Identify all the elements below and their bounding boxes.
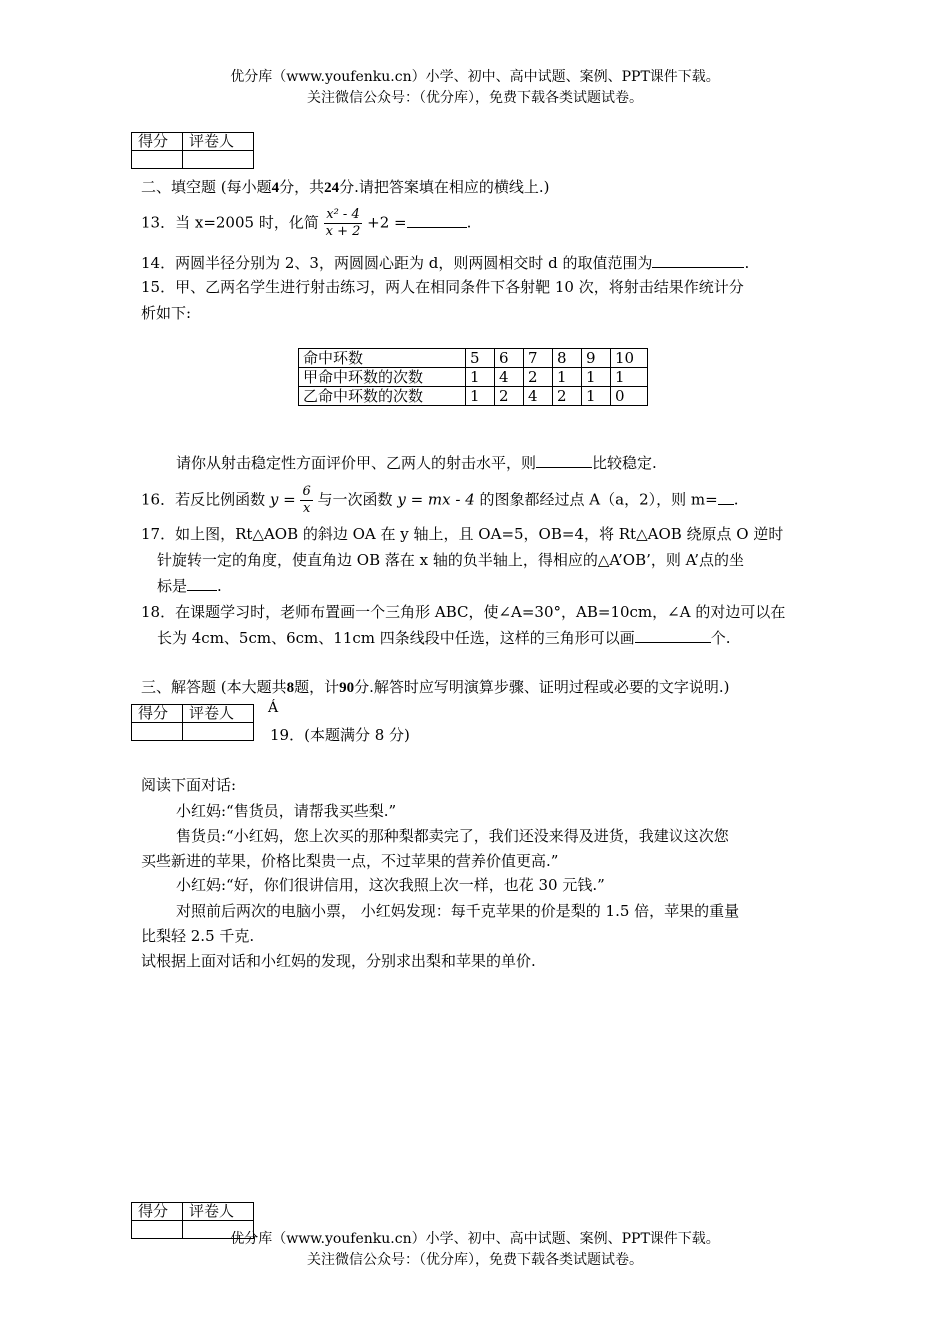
grader-label: 评卷人 [183,133,254,151]
fraction: $\frac{6}{x}$ [302,484,311,516]
question-16: 16．若反比例函数 y = $\frac{6}{x}$ 与一次函数 y = mx - 4 的图象都经过点 A（a，2），则 m= . [141,484,739,516]
footer-line-1: 优分库（www.youfenku.cn）小学、初中、高中试题、案例、PPT课件下载。 [230,1231,720,1247]
answer-blank-14[interactable] [652,253,744,268]
score-label: 得分 [132,1203,183,1221]
question-17-line-3: 标是 . [157,577,222,595]
answer-blank-15[interactable] [536,453,592,468]
footer-line-2: 关注微信公众号：（优分库），免费下载各类试题试卷。 [307,1252,643,1268]
grader-cell[interactable] [183,723,254,741]
question-19-title: 19．(本题满分 8 分) [270,726,410,744]
header-line-1: 优分库（www.youfenku.cn）小学、初中、高中试题、案例、PPT课件下载。 [230,69,720,85]
score-label: 得分 [132,705,183,723]
table-row: 甲命中环数的次数 1 4 2 1 1 1 [299,368,648,387]
question-19-intro: 阅读下面对话: [141,776,237,794]
grader-cell[interactable] [183,151,254,169]
header-line-2: 关注微信公众号：（优分库），免费下载各类试题试卷。 [307,90,643,106]
question-18-line-1: 18．在课题学习时，老师布置画一个三角形 ABC，使∠A=30°，AB=10cm，∠A 的对边可以在 [141,603,786,621]
dialogue-line: 买些新进的苹果，价格比梨贵一点，不过苹果的营养价值更高.” [141,852,559,870]
question-17-line-1: 17．如上图，Rt△AOB 的斜边 OA 在 y 轴上，且 OA=5，OB=4，将 Rt△AOB 绕原点 O 逆时 [141,525,784,543]
dialogue-line: 小红妈:“售货员，请帮我买些梨.” [176,802,397,820]
score-box [131,704,254,741]
answer-blank-18[interactable] [635,628,711,643]
dialogue-line: 比梨轻 2.5 千克. [141,927,255,945]
table-row: 乙命中环数的次数 1 2 4 2 1 0 [299,387,648,406]
dialogue-line: 对照前后两次的电脑小票， 小红妈发现：每千克苹果的价是梨的 1.5 倍，苹果的重量 [176,902,740,920]
shooting-stats-table [298,348,648,406]
fraction: $\frac{\text{x² - 4}}{x + 2}$ [325,207,361,239]
answer-blank-13[interactable] [407,213,467,228]
stray-mark: Á [268,700,279,716]
table-header-row: 命中环数 5 6 7 8 9 10 [299,349,648,368]
grader-label: 评卷人 [183,1203,254,1221]
answer-blank-16[interactable] [718,490,734,505]
answer-blank-17[interactable] [187,576,217,591]
section-2-title: 二、填空题 (每小题4分，共24分.请把答案填在相应的横线上.) [141,178,550,196]
score-label: 得分 [132,133,183,151]
dialogue-line: 售货员:“小红妈，您上次买的那种梨都卖完了，我们还没来得及进货，我建议这次您 [176,827,729,845]
question-19-task: 试根据上面对话和小红妈的发现，分别求出梨和苹果的单价. [141,952,536,970]
question-13: 13．当 x=2005 时，化简 $\frac{\text{x² - 4}}{x + 2}$ +2 = . [141,207,472,239]
question-15-line-2: 析如下: [141,304,192,322]
score-cell[interactable] [132,723,183,741]
score-cell[interactable] [132,151,183,169]
question-15-prompt: 请你从射击稳定性方面评价甲、乙两人的射击水平，则 比较稳定. [176,454,657,472]
question-15-line-1: 15．甲、乙两名学生进行射击练习，两人在相同条件下各射靶 10 次，将射击结果作统计分 [141,278,744,296]
grader-label: 评卷人 [183,705,254,723]
question-18-line-2: 长为 4cm、5cm、6cm、11cm 四条线段中任选，这样的三角形可以画 个. [157,629,731,647]
question-14: 14．两圆半径分别为 2、3，两圆圆心距为 d，则两圆相交时 d 的取值范围为 . [141,254,750,272]
score-box [131,132,254,169]
section-3-title: 三、解答题 (本大题共8题，计90分.解答时应写明演算步骤、证明过程或必要的文字说明.) [141,678,730,696]
dialogue-line: 小红妈:“好，你们很讲信用，这次我照上次一样，也花 30 元钱.” [176,876,605,894]
question-17-line-2: 针旋转一定的角度，使直角边 OB 落在 x 轴的负半轴上，得相应的△A’OB’，则 A’点的坐 [157,551,745,569]
